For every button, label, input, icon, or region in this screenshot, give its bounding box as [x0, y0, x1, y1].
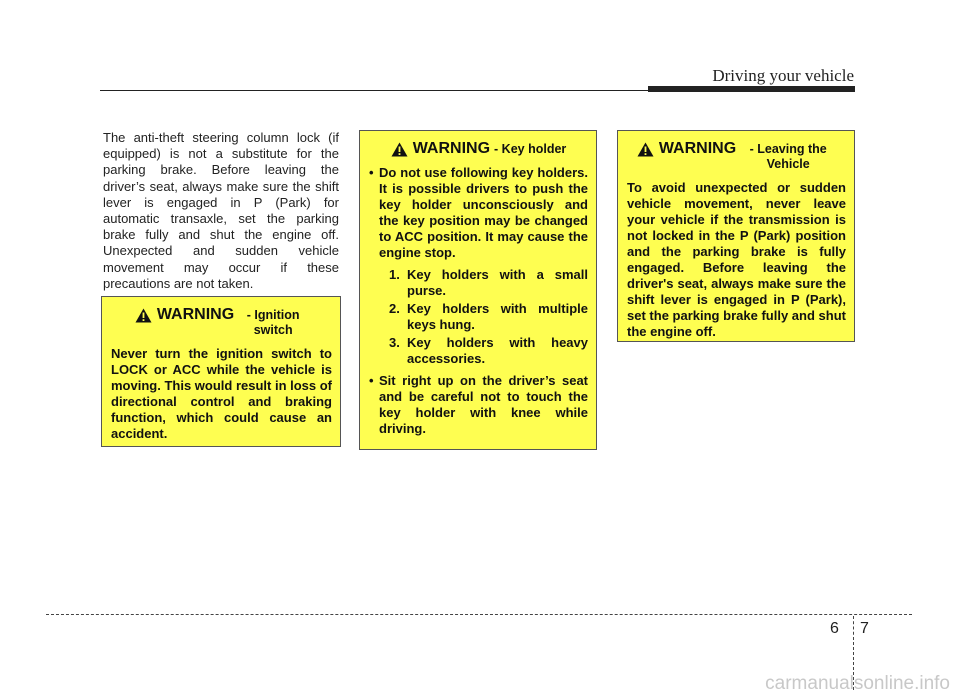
header-rule-thick	[648, 86, 855, 92]
item-number: 1.	[389, 267, 400, 282]
warning-word: WARNING	[658, 140, 737, 157]
header-title: Driving your vehicle	[712, 66, 854, 85]
warning-triangle-icon	[391, 142, 408, 157]
page-number: 7	[860, 620, 869, 637]
list-item	[379, 335, 588, 367]
item-text: Key holders with a small purse.	[407, 267, 588, 298]
header-rule	[100, 90, 648, 91]
warning-subtitle: - Ignition switch	[246, 308, 300, 337]
list-item	[369, 373, 588, 437]
item-text: Key holders with multiple keys hung.	[407, 301, 588, 332]
key-holder-list	[369, 165, 588, 437]
bullet-text: Do not use following key holders. It is possible drivers to push the key holder unconsciously and the key position may be changed to ACC position. It may cause the engine stop.	[379, 165, 588, 260]
warning-box-key-holder	[359, 130, 597, 450]
warning-subtitle: - Leaving the Vehicle	[749, 142, 827, 171]
warning-body: Never turn the ignition switch to LOCK or ACC while the vehicle is moving. This would result in loss of directional control and braking function, which could cause an accident.	[111, 346, 333, 441]
item-number: 2.	[389, 301, 400, 316]
warning-box-ignition	[101, 296, 341, 447]
chapter-number: 6	[830, 620, 839, 637]
bullet-text: Sit right up on the driver’s seat and be careful not to touch the key holder with knee while driving.	[379, 373, 588, 436]
warning-box-leaving-vehicle	[617, 130, 855, 342]
warning-word: WARNING	[412, 140, 491, 157]
warning-title	[627, 141, 846, 172]
page-separator	[853, 616, 854, 640]
watermark: carmanualsonline.info	[765, 673, 950, 694]
warning-triangle-icon	[135, 308, 152, 323]
list-item	[379, 267, 588, 299]
warning-triangle-icon	[637, 142, 654, 157]
warning-body: To avoid unexpected or sudden vehicle movement, never leave your vehicle if the transmission is not locked in the P (Park) position and the parking brake is fully engaged. Before leaving the driver's seat, always make sure the shift lever is engaged in P (Park), set the parking brake fully and shut the engine off.	[627, 180, 846, 339]
warning-title	[369, 141, 588, 157]
warning-title	[111, 307, 332, 338]
intro-paragraph: The anti-theft steering column lock (if equipped) is not a substitute for the parking brake. Before leaving the driver’s seat, always make sure the shift lever is engaged in P (Park) for automatic transaxle, set the parking brake fully and shut the engine off. Unexpected and sudden vehicle movement may occur if these precautions are not taken.	[103, 130, 339, 291]
numbered-list	[379, 267, 588, 367]
item-text: Key holders with heavy accessories.	[407, 335, 588, 366]
item-number: 3.	[389, 335, 400, 350]
footer-rule	[46, 614, 912, 615]
list-item	[379, 301, 588, 333]
list-item	[369, 165, 588, 367]
warning-subtitle: - Key holder	[494, 142, 567, 156]
warning-word: WARNING	[156, 306, 235, 323]
